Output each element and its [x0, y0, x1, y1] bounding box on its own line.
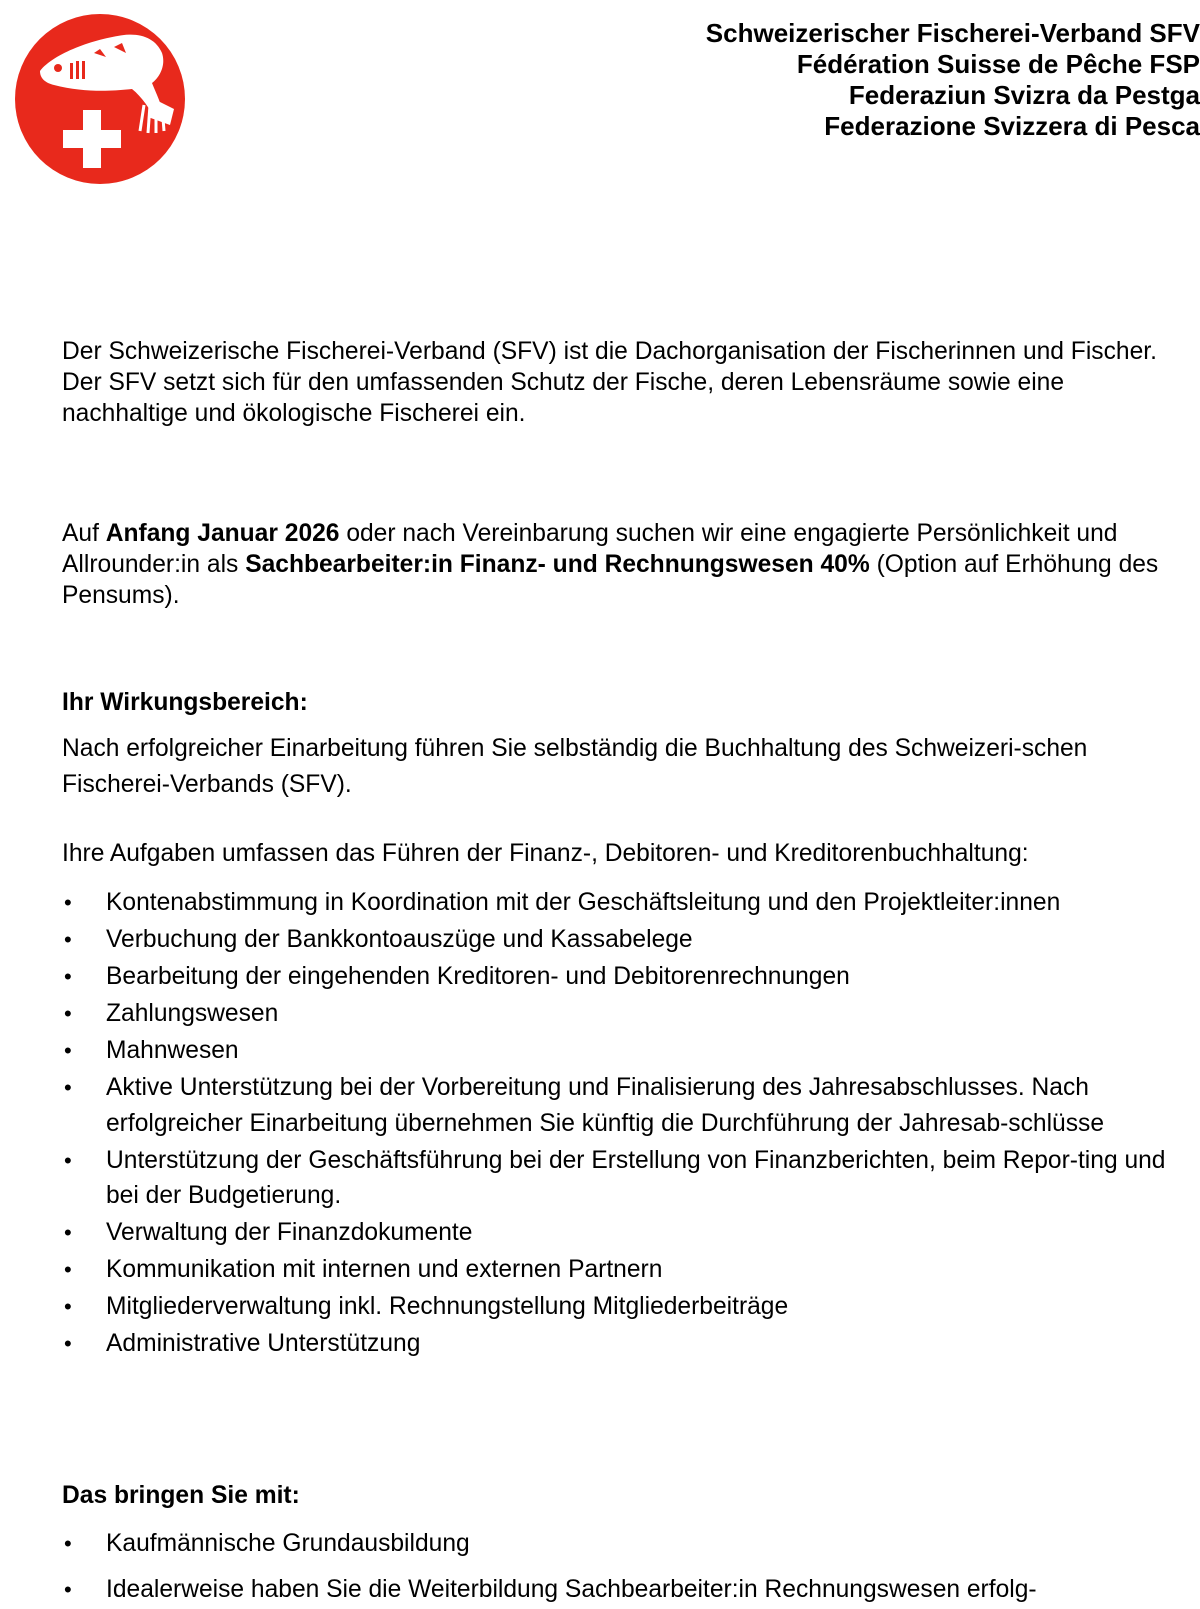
- org-name-de: Schweizerischer Fischerei-Verband SFV: [705, 18, 1200, 48]
- org-name-rm: Federaziun Svizra da Pestga: [848, 80, 1200, 110]
- job-title: Sachbearbeiter:in Finanz- und Rechnungswesen 40%: [245, 551, 870, 578]
- requirements-list: [62, 1526, 1192, 1609]
- list-item: • Zahlungswesen: [62, 996, 1192, 1032]
- scope-paragraph: Nach erfolgreicher Einarbeitung führen Sie selbständig die Buchhaltung des Schweizeri-schen Fischerei-Verbands (SFV).: [62, 735, 1088, 798]
- list-item: • Kommunikation mit internen und externen Partnern: [62, 1252, 1192, 1288]
- bullet-icon: •: [64, 927, 72, 952]
- offer-text-2: oder nach Vereinbarung suchen wir eine engagierte Persönlichkeit und Allrounder:in als: [62, 520, 1118, 578]
- list-item: • Administrative Unterstützung: [62, 1326, 1192, 1362]
- org-name-it: Federazione Svizzera di Pesca: [824, 111, 1200, 141]
- org-names: [706, 18, 1200, 142]
- list-item: • Unterstützung der Geschäftsführung bei der Erstellung von Finanzberichten, beim Repor-ting und bei der Budgetierung.: [62, 1143, 1186, 1214]
- bullet-icon: •: [64, 1001, 72, 1026]
- offer-text-3: (Option auf Erhöhung des Pensums).: [62, 551, 1159, 609]
- bullet-icon: •: [64, 1038, 72, 1063]
- bullet-icon: •: [64, 1075, 72, 1100]
- scope-heading: Ihr Wirkungsbereich:: [62, 689, 308, 716]
- bullet-icon: •: [64, 1294, 72, 1319]
- bullet-icon: •: [64, 1220, 72, 1245]
- bullet-icon: •: [64, 1531, 72, 1556]
- offer-text-1: Auf: [62, 520, 106, 547]
- sfv-logo: [14, 13, 186, 185]
- list-item: • Kontenabstimmung in Koordination mit der Geschäftsleitung und den Projektleiter:innen: [62, 885, 1192, 921]
- job-offer-paragraph: [62, 518, 1192, 611]
- list-item: • Verwaltung der Finanzdokumente: [62, 1215, 1192, 1251]
- bullet-icon: •: [64, 1147, 72, 1173]
- list-item: • Aktive Unterstützung bei der Vorbereitung und Finalisierung des Jahresabschlusses. Nach erfolgreicher Einarbeitung übernehmen Sie künftig die Durchführung der Jahresab-schlüsse: [62, 1070, 1171, 1141]
- bullet-icon: •: [64, 1331, 72, 1356]
- requirements-heading: Das bringen Sie mit:: [62, 1482, 300, 1509]
- bullet-icon: •: [64, 964, 72, 989]
- intro-paragraph: Der Schweizerische Fischerei-Verband (SFV) ist die Dachorganisation der Fischerinnen und Fischer. Der SFV setzt sich für den umfassenden Schutz der Fische, deren Lebensräume sowie eine nachhaltige und ökologische Fischerei ein.: [62, 338, 1157, 427]
- bullet-icon: •: [64, 1576, 72, 1602]
- list-item: • Bearbeitung der eingehenden Kreditoren- und Debitorenrechnungen: [62, 959, 1192, 995]
- list-item: • Kaufmännische Grundausbildung: [62, 1526, 1192, 1562]
- tasks-intro: Ihre Aufgaben umfassen das Führen der Finanz-, Debitoren- und Kreditorenbuchhaltung:: [62, 840, 1029, 867]
- tasks-list: [62, 885, 1192, 1363]
- list-item: • Mahnwesen: [62, 1033, 1192, 1069]
- start-date: Anfang Januar 2026: [105, 520, 340, 547]
- bullet-icon: •: [64, 890, 72, 915]
- org-name-fr: Fédération Suisse de Pêche FSP: [796, 49, 1200, 79]
- list-item: • Idealerweise haben Sie die Weiterbildung Sachbearbeiter:in Rechnungswesen erfolg-: [62, 1572, 1192, 1608]
- bullet-icon: •: [64, 1257, 72, 1282]
- list-item: • Verbuchung der Bankkontoauszüge und Kassabelege: [62, 922, 1192, 958]
- list-item: • Mitgliederverwaltung inkl. Rechnungstellung Mitgliederbeiträge: [62, 1289, 1192, 1325]
